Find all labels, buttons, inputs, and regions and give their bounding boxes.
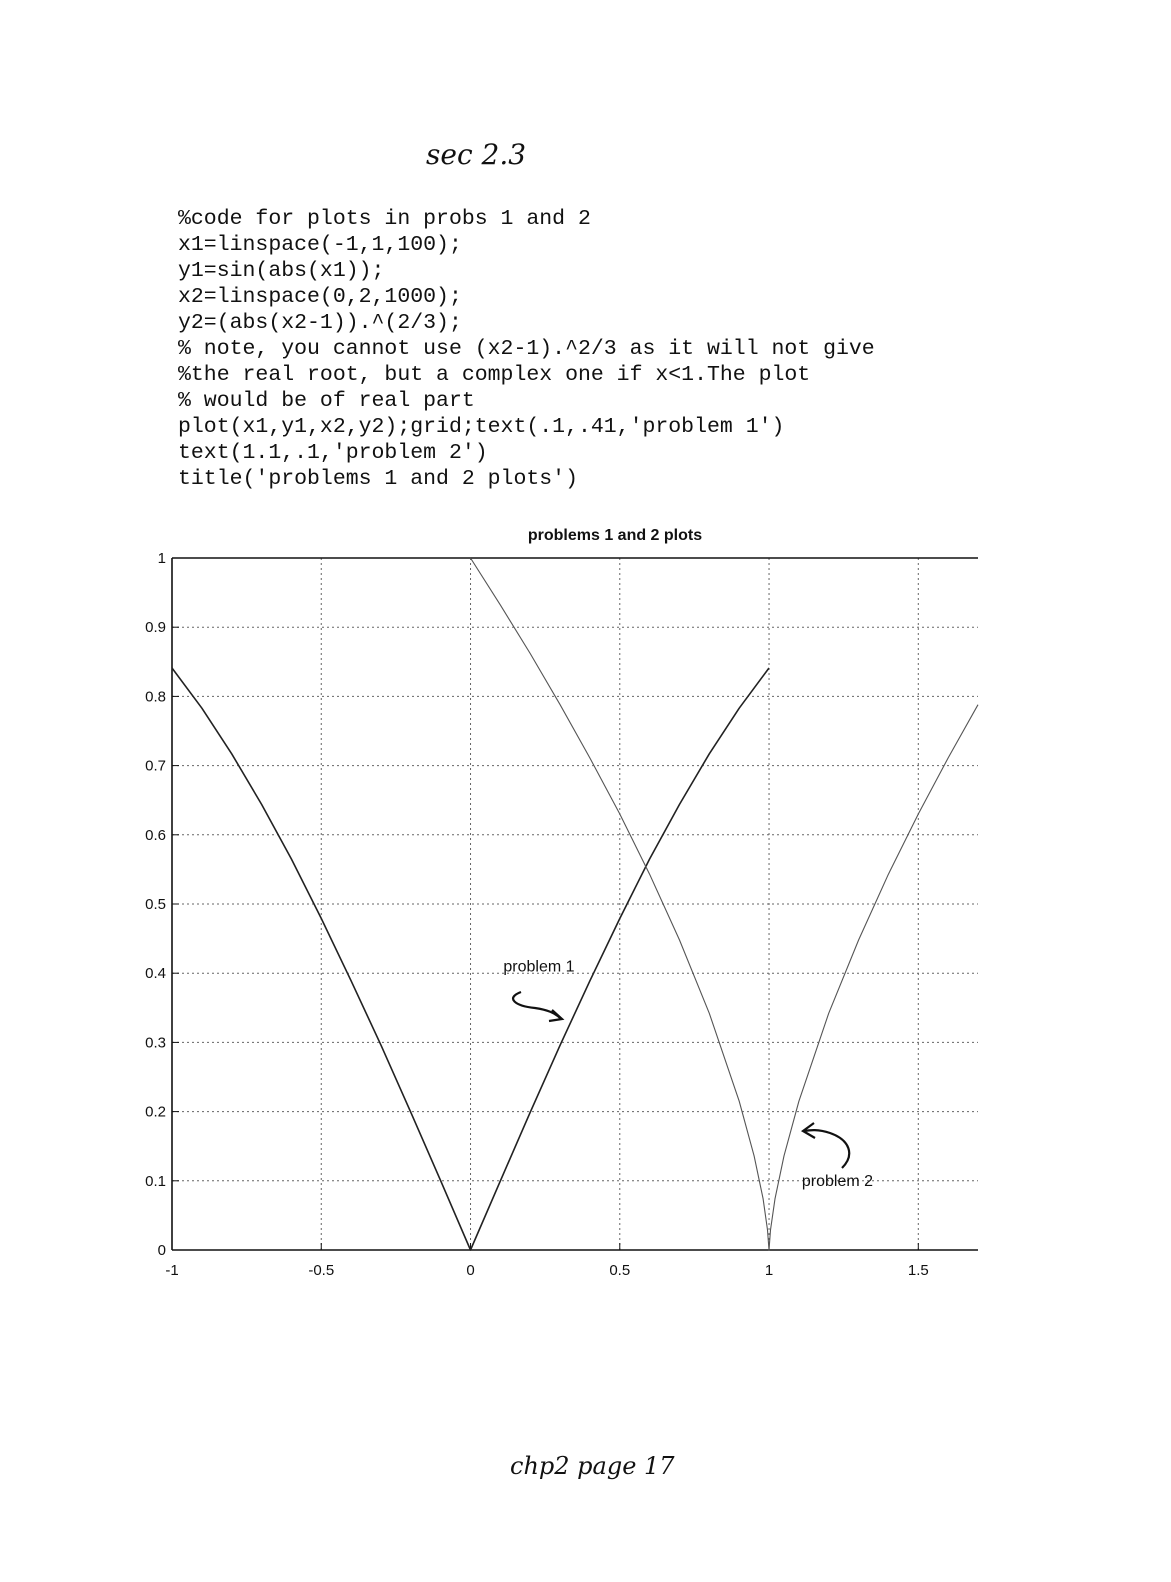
x-tick-label: -0.5 — [308, 1262, 335, 1279]
x-tick-label: 1 — [764, 1262, 774, 1279]
y-tick-label: 0.9 — [145, 619, 166, 637]
page-header: sec 2.3 — [426, 138, 527, 171]
code-line: %code for plots in probs 1 and 2 — [178, 207, 591, 231]
x-tick-label: 0.5 — [609, 1262, 631, 1279]
code-line: x1=linspace(-1,1,100); — [178, 233, 462, 257]
y-tick-label: 0 — [157, 1242, 166, 1259]
code-line: y2=(abs(x2-1)).^(2/3); — [178, 311, 462, 335]
y-tick-label: 0.2 — [145, 1103, 166, 1121]
y-tick-label: 0.4 — [145, 965, 166, 983]
page-footer: chp2 page 17 — [510, 1452, 675, 1480]
axes — [145, 550, 978, 1279]
grid — [172, 558, 978, 1250]
code-line: text(1.1,.1,'problem 2') — [178, 441, 488, 465]
chart-title: problems 1 and 2 plots — [527, 527, 703, 544]
code-line: % note, you cannot use (x2-1).^2/3 as it will not give — [178, 337, 875, 361]
code-line: title('problems 1 and 2 plots') — [178, 467, 578, 491]
y-tick-label: 0.8 — [145, 688, 166, 706]
y-tick-label: 0.7 — [145, 757, 166, 775]
code-line: x2=linspace(0,2,1000); — [178, 285, 462, 309]
x-tick-label: 1.5 — [907, 1262, 929, 1279]
y-tick-label: 0.3 — [145, 1034, 166, 1052]
arrow-icon — [513, 992, 560, 1018]
y-tick-label: 0.6 — [145, 826, 166, 844]
code-line: % would be of real part — [178, 389, 475, 413]
x-tick-label: -1 — [165, 1262, 179, 1279]
code-line: %the real root, but a complex one if x<1.The plot — [178, 363, 811, 387]
annotation-label: problem 2 — [801, 1172, 874, 1190]
code-line: y1=sin(abs(x1)); — [178, 259, 385, 283]
annotation-label: problem 1 — [503, 958, 575, 976]
x-tick-label: 0 — [466, 1262, 475, 1279]
series-line-2 — [471, 558, 979, 1250]
y-tick-label: 1 — [157, 550, 166, 567]
annotations — [503, 958, 873, 1190]
y-tick-label: 0.5 — [145, 896, 166, 913]
code-line: plot(x1,y1,x2,y2);grid;text(.1,.41,'problem 1') — [178, 415, 785, 439]
y-tick-label: 0.1 — [145, 1172, 166, 1190]
